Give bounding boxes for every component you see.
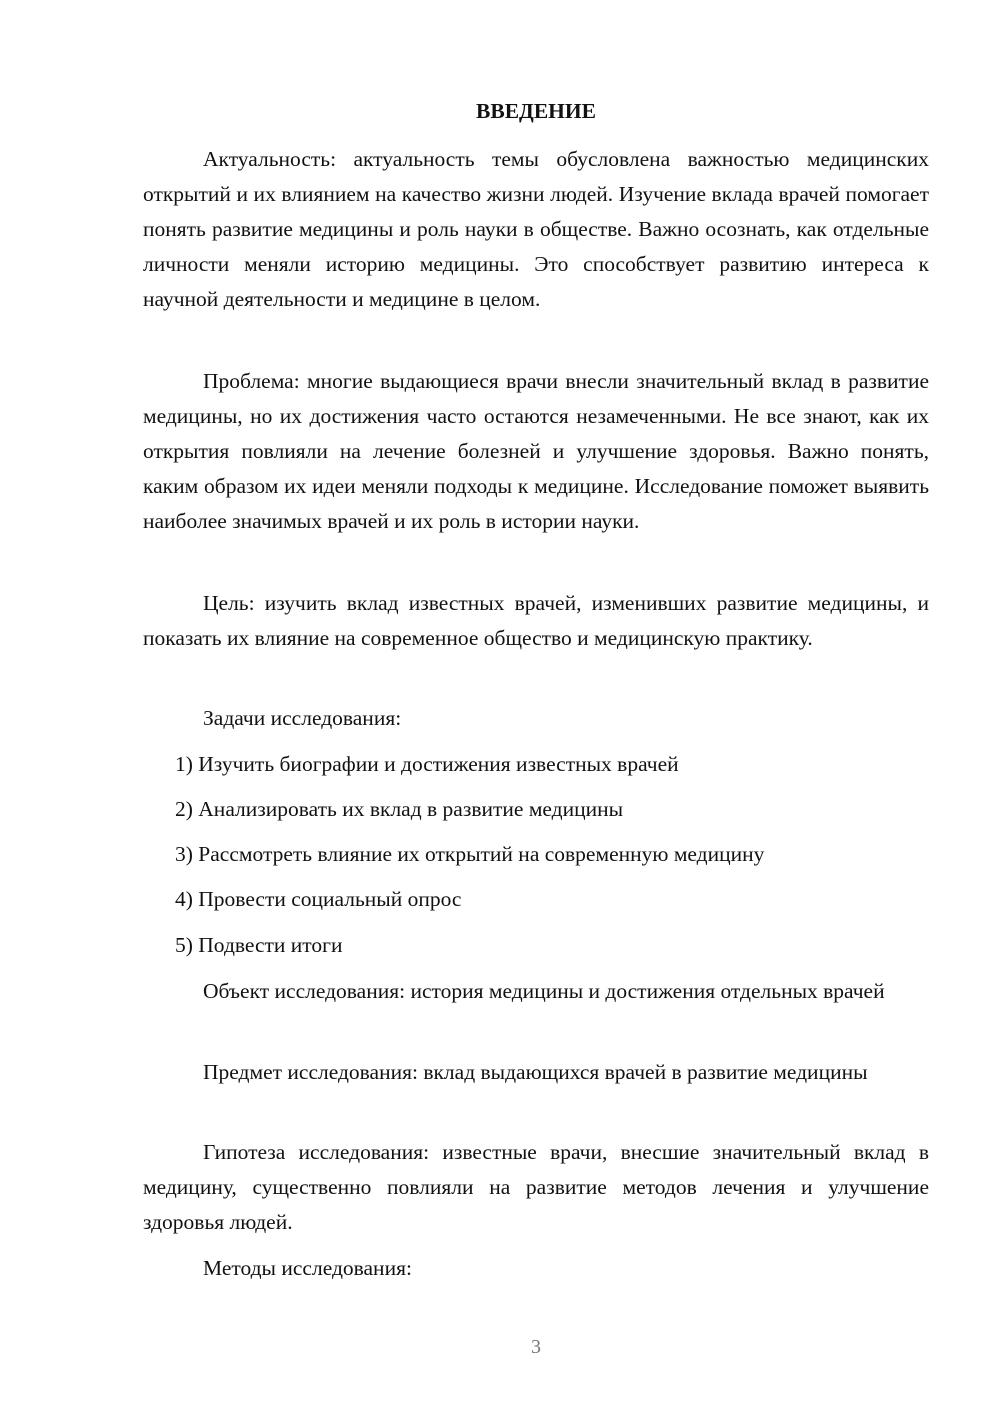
hypothesis-paragraph: Гипотеза исследования: известные врачи, внесшие значительный вклад в медицину, существенно повлияли на развитие методов лечения и улучшение здоровья людей. (143, 1140, 929, 1234)
task-item: 4) Провести социальный опрос (175, 887, 462, 911)
task-item: 3) Рассмотреть влияние их открытий на современную медицину (175, 842, 765, 866)
object-paragraph: Объект исследования: история медицины и достижения отдельных врачей (203, 979, 885, 1003)
tasks-title: Задачи исследования: (203, 706, 402, 730)
problem-paragraph: Проблема: многие выдающиеся врачи внесли значительный вклад в развитие медицины, но их достижения часто остаются незамеченными. Не все знают, как их открытия повлияли на лечение болезней и улучшение здоровья. Важно понять, каким образом их идеи меняли подходы к медицине. Исследование поможет выявить наиболее значимых врачей и их роль в истории науки. (143, 369, 929, 533)
subject-paragraph: Предмет исследования: вклад выдающихся врачей в развитие медицины (203, 1060, 868, 1084)
section-heading: ВВЕДЕНИЕ (476, 99, 596, 123)
goal-paragraph: Цель: изучить вклад известных врачей, изменивших развитие медицины, и показать их влияние на современное общество и медицинскую практику. (143, 591, 929, 650)
task-item: 2) Анализировать их вклад в развитие медицины (175, 797, 624, 821)
task-item: 1) Изучить биографии и достижения известных врачей (175, 752, 679, 776)
task-item: 5) Подвести итоги (175, 933, 343, 957)
relevance-paragraph: Актуальность: актуальность темы обусловлена важностью медицинских открытий и их влиянием на качество жизни людей. Изучение вклада врачей помогает понять развитие медицины и роль науки в обществе. Важно осознать, как отдельные личности меняли историю медицины. Это способствует развитию интереса к научной деятельности и медицине в целом. (143, 147, 929, 311)
methods-title: Методы исследования: (203, 1256, 412, 1280)
page-number: 3 (531, 1336, 541, 1358)
